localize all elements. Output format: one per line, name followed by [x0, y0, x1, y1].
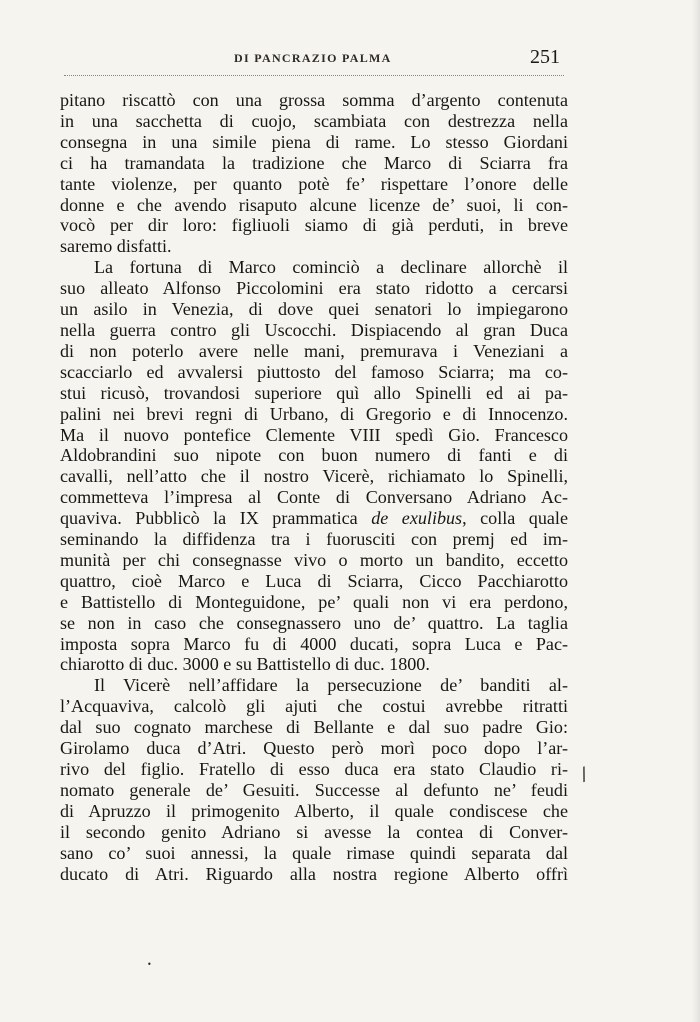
running-head: DI PANCRAZIO PALMA	[234, 51, 392, 65]
text-line: ci ha tramandata la tradizione che Marco di Sciarra fra	[60, 152, 568, 173]
text-line: l’Acquaviva, calcolò gli ajuti che costui avrebbe ritratti	[60, 696, 568, 717]
text-line: palini nei brevi regni di Urbano, di Gregorio e di Innocenzo.	[60, 403, 568, 424]
text-line: Ma il nuovo pontefice Clemente VIII spedì Gio. Francesco	[60, 424, 568, 445]
text-line: munità per chi consegnasse vivo o morto un bandito, eccetto	[60, 549, 568, 570]
bottom-dot-mark: •	[147, 960, 152, 969]
text-line: imposta sopra Marco fu di 4000 ducati, sopra Luca e Pac-	[60, 633, 568, 654]
text-line: stui ricusò, trovandosi superiore quì allo Spinelli ed ai pa-	[60, 382, 568, 403]
text-line: ducato di Atri. Riguardo alla nostra regione Alberto offrì	[60, 863, 568, 884]
page-number: 251	[530, 46, 560, 68]
text-line-with-italic	[60, 508, 568, 529]
text-fragment: quaviva. Pubblicò la IX prammatica	[60, 508, 372, 529]
paragraph-end-line: saremo disfatti.	[60, 236, 172, 257]
text-line: il secondo genito Adriano si avesse la contea di Conver-	[60, 821, 568, 842]
text-line: nomato generale de’ Gesuiti. Successe al defunto ne’ feudi	[60, 779, 568, 800]
margin-slash-mark: /	[577, 763, 591, 786]
paragraph-start-line: Il Vicerè nell’affidare la persecuzione de’ banditi al-	[94, 675, 568, 696]
paragraph-start-line: La fortuna di Marco cominciò a declinare allorchè il	[94, 257, 568, 278]
text-line: rivo del figlio. Fratello di esso duca era stato Claudio ri-	[60, 759, 568, 779]
text-line: Girolamo duca d’Atri. Questo però morì poco dopo l’ar-	[60, 738, 568, 759]
text-line: di non poterlo avere nelle mani, premurava i Veneziani a	[60, 340, 568, 361]
text-line: pitano riscattò con una grossa somma d’argento contenuta	[60, 90, 568, 110]
text-line: di Apruzzo il primogenito Alberto, il quale condiscese che	[60, 800, 568, 821]
page-edge-shadow	[692, 0, 700, 1022]
text-line: quattro, cioè Marco e Luca di Sciarra, Cicco Pacchiarotto	[60, 570, 568, 591]
text-line: vocò per dir loro: figliuoli siamo di già perduti, in breve	[60, 215, 568, 236]
text-line: nella guerra contro gli Uscocchi. Dispiacendo al gran Duca	[60, 319, 568, 340]
text-fragment: , colla quale	[462, 508, 568, 529]
paragraph-end-line: chiarotto di duc. 3000 e su Battistello di duc. 1800.	[60, 654, 430, 675]
text-line: commetteva l’impresa al Conte di Conversano Adriano Ac-	[60, 487, 568, 508]
text-line: Aldobrandini suo nipote con buon numero di fanti e di	[60, 445, 568, 466]
page-header	[64, 46, 564, 76]
text-line: e Battistello di Monteguidone, pe’ quali non vi era perdono,	[60, 591, 568, 612]
italic-title: de exulibus	[371, 508, 463, 529]
text-line: tante violenze, per quanto potè fe’ rispettare l’onore delle	[60, 173, 568, 194]
text-line: suo alleato Alfonso Piccolomini era stato ridotto a cercarsi	[60, 278, 568, 299]
body-text	[60, 90, 568, 884]
text-line: in una sacchetta di cuojo, scambiata con destrezza nella	[60, 110, 568, 131]
text-line: dal suo cognato marchese di Bellante e dal suo padre Gio:	[60, 717, 568, 738]
text-line: donne e che avendo risaputo alcune licenze de’ suoi, li con-	[60, 194, 568, 215]
text-line: sano co’ suoi annessi, la quale rimase quindi separata dal	[60, 842, 568, 863]
text-line: se non in caso che consegnassero uno de’ quattro. La taglia	[60, 612, 568, 633]
text-line: un asilo in Venezia, di dove quei senatori lo impiegarono	[60, 299, 568, 320]
text-line: cavalli, nell’atto che il nostro Vicerè, richiamato lo Spinelli,	[60, 466, 568, 487]
text-line: seminando la diffidenza tra i fuorusciti con premj ed im-	[60, 529, 568, 550]
text-line: scacciarlo ed avvalersi piuttosto del famoso Sciarra; ma co-	[60, 361, 568, 382]
text-line: consegna in una simile piena di rame. Lo stesso Giordani	[60, 131, 568, 152]
